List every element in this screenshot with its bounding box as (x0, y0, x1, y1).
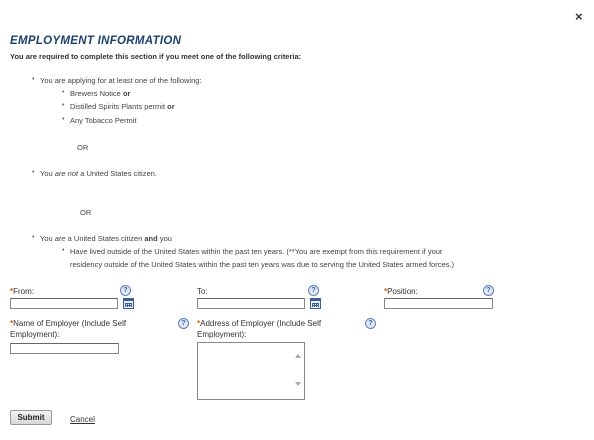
employer-address-textarea[interactable] (197, 342, 305, 400)
permit-name: Distilled Spirits Plants permit (70, 102, 166, 111)
position-input[interactable] (384, 298, 493, 309)
or-separator: OR (77, 143, 89, 152)
or-separator: OR (80, 208, 92, 217)
permit-name: Brewers Notice (70, 89, 121, 98)
criterion-text: You (40, 169, 55, 178)
submit-button[interactable]: Submit (10, 410, 52, 425)
help-icon[interactable]: ? (483, 285, 494, 296)
employer-name-label (10, 318, 126, 340)
calendar-icon[interactable] (123, 298, 134, 309)
list-item (70, 116, 137, 125)
criterion-text: a United States citizen (65, 234, 145, 243)
to-date-input[interactable] (197, 298, 305, 309)
from-date-input[interactable] (10, 298, 118, 309)
section-subtitle: You are required to complete this section if you meet one of the following criteria: (10, 52, 302, 61)
scroll-up-icon[interactable] (295, 354, 301, 358)
criterion-strong: and (144, 234, 158, 243)
close-icon[interactable]: × (575, 9, 583, 24)
criterion-emphasis: are not (54, 169, 79, 178)
to-label: To: (197, 287, 208, 296)
required-marker: * (10, 287, 14, 296)
required-marker: * (10, 319, 14, 328)
help-icon[interactable]: ? (178, 318, 189, 329)
label-text: Position: (387, 287, 418, 296)
employer-name-input[interactable] (10, 343, 119, 354)
help-icon[interactable]: ? (365, 318, 376, 329)
label-text: Employment): (10, 330, 60, 339)
criterion-citizen (40, 234, 172, 243)
criterion-text: a United States citizen. (78, 169, 157, 178)
scroll-down-icon[interactable] (295, 382, 301, 386)
criterion-sub-line1: • Have lived outside of the United States within the past ten years. (**You are exempt from this requirement if your (70, 247, 442, 256)
criterion-sub-line2: residency outside of the United States within the past ten years was due to serving the United States armed forces.) (70, 260, 454, 269)
calendar-icon[interactable] (310, 298, 321, 309)
label-text: From: (13, 287, 35, 296)
connector-or: or (165, 102, 175, 111)
criterion-text: you (157, 234, 172, 243)
label-text: Address of Employer (Include Self (200, 319, 322, 328)
help-icon[interactable]: ? (120, 285, 131, 296)
criterion-applying: • You are applying for at least one of the following: (40, 76, 202, 85)
label-text: Name of Employer (Include Self (13, 319, 127, 328)
criterion-text: You (40, 234, 55, 243)
required-marker: * (197, 319, 201, 328)
position-label (384, 286, 418, 297)
employer-address-label (197, 318, 321, 340)
connector-or: or (120, 89, 131, 98)
permit-name: Any Tobacco Permit (70, 116, 137, 125)
required-marker: * (384, 287, 388, 296)
from-label (10, 286, 34, 297)
page-title: EMPLOYMENT INFORMATION (10, 35, 182, 47)
list-item (70, 102, 175, 111)
label-text: Employment): (197, 330, 247, 339)
cancel-link[interactable]: Cancel (70, 415, 95, 424)
list-item (70, 89, 130, 98)
help-icon[interactable]: ? (308, 285, 319, 296)
criterion-not-citizen (40, 169, 157, 178)
criterion-emphasis: are (54, 234, 66, 243)
